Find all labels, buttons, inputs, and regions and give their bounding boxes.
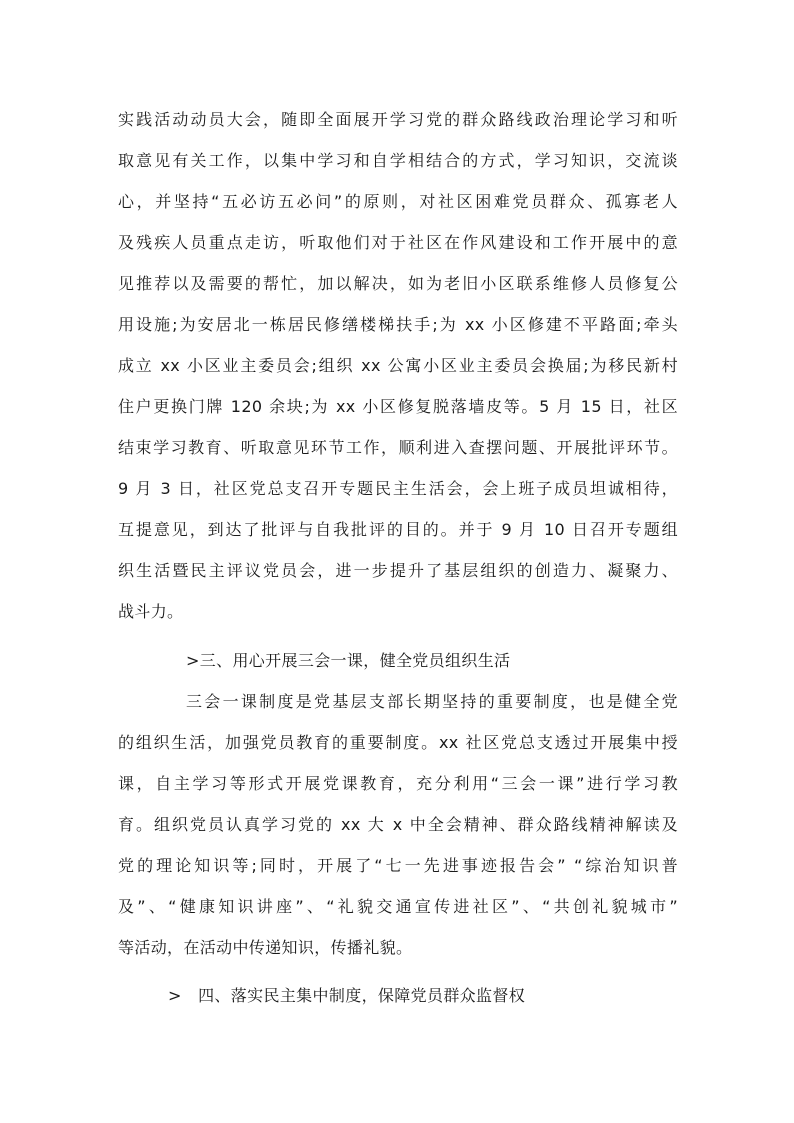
- paragraph-2-line-2: 的组织生活，加强党员教育的重要制度。xx 社区党总支透过开展集中授: [118, 733, 678, 752]
- paragraph-2-line-3: 课，自主学习等形式开展党课教育，充分利用“三会一课”进行学习教: [118, 774, 678, 793]
- paragraph-2-line-4: 育。组织党员认真学习党的 xx 大 x 中全会精神、群众路线精神解读及: [118, 815, 678, 834]
- section-heading-3: >三、用心开展三会一课，健全党员组织生活: [186, 651, 511, 670]
- paragraph-1-line-11: 互提意见，到达了批评与自我批评的目的。并于 9 月 10 日召开专题组: [118, 520, 678, 539]
- paragraph-1-line-1: 实践活动动员大会，随即全面展开学习党的群众路线政治理论学习和听: [118, 110, 678, 129]
- section-heading-4: > 四、落实民主集中制度，保障党员群众监督权: [168, 986, 526, 1005]
- paragraph-1-line-7: 成立 xx 小区业主委员会;组织 xx 公寓小区业主委员会换届;为移民新村: [118, 356, 678, 375]
- paragraph-2-line-5: 党的理论知识等;同时，开展了“七一先进事迹报告会” “综治知识普: [118, 856, 678, 875]
- paragraph-1-line-4: 及残疾人员重点走访，听取他们对于社区在作风建设和工作开展中的意: [118, 233, 678, 252]
- paragraph-2-line-6: 及”、“健康知识讲座”、“礼貌交通宣传进社区”、“共创礼貌城市”: [118, 897, 678, 916]
- paragraph-1-line-2: 取意见有关工作，以集中学习和自学相结合的方式，学习知识，交流谈: [118, 151, 678, 170]
- paragraph-1-line-13: 战斗力。: [118, 602, 184, 621]
- paragraph-1-line-6: 用设施;为安居北一栋居民修缮楼梯扶手;为 xx 小区修建不平路面;牵头: [118, 315, 678, 334]
- paragraph-1-line-9: 结束学习教育、听取意见环节工作，顺利进入查摆问题、开展批评环节。: [118, 438, 678, 457]
- paragraph-1-line-10: 9 月 3 日，社区党总支召开专题民主生活会，会上班子成员坦诚相待，: [118, 479, 678, 498]
- paragraph-1-line-8: 住户更换门牌 120 余块;为 xx 小区修复脱落墙皮等。5 月 15 日，社区: [118, 397, 678, 416]
- paragraph-1-line-5: 见推荐以及需要的帮忙，加以解决，如为老旧小区联系维修人员修复公: [118, 274, 678, 293]
- paragraph-1-line-12: 织生活暨民主评议党员会，进一步提升了基层组织的创造力、凝聚力、: [118, 561, 678, 580]
- paragraph-2-line-1: 三会一课制度是党基层支部长期坚持的重要制度，也是健全党: [186, 692, 678, 711]
- paragraph-2-line-7: 等活动，在活动中传递知识，传播礼貌。: [118, 938, 413, 957]
- paragraph-1-line-3: 心，并坚持“五必访五必问”的原则，对社区困难党员群众、孤寡老人: [118, 192, 678, 211]
